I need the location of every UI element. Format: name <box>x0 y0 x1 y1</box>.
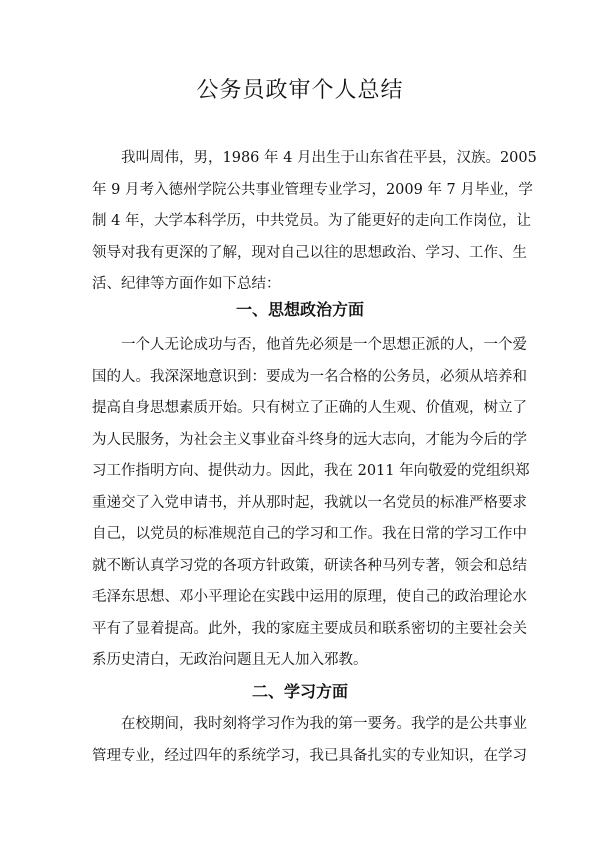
text-line: 管理专业，经过四年的系统学习，我已具备扎实的专业知识，在学习 <box>92 747 527 764</box>
text-line: 制 4 年，大学本科学历，中共党员。为了能更好的走向工作岗位，让 <box>92 213 531 229</box>
section-heading-study: 二、学习方面 <box>251 682 348 701</box>
text-line: 年 9 月考入德州学院公共事业管理专业学习，2009 年 7 月毕业，学 <box>92 181 533 198</box>
section-paragraph-study <box>92 709 527 772</box>
text-line: 国的人。我深深地意识到：要成为一名合格的公务员，必须从培养和 <box>92 368 527 385</box>
text-line: 系历史清白，无政治问题且无人加入邪教。 <box>92 652 368 668</box>
text-line: 我叫周伟，男，1986 年 4 月出生于山东省茌平县，汉族。2005 <box>121 150 537 166</box>
text-line: 活、纪律等方面作如下总结： <box>92 276 281 292</box>
text-line: 为人民服务，为社会主义事业奋斗终身的远大志向，才能为今后的学 <box>92 431 527 448</box>
text-line: 就不断认真学习党的各项方针政策，研读各种马列专著，领会和总结 <box>92 557 527 574</box>
text-line: 重递交了入党申请书，并从那时起，我就以一名党员的标准严格要求 <box>92 494 527 511</box>
text-line: 平有了显着提高。此外，我的家庭主要成员和联系密切的主要社会关 <box>92 620 527 637</box>
section-paragraph-political <box>92 330 530 677</box>
text-line: 领导对我有更深的了解，现对自己以往的思想政治、学习、工作、生 <box>92 244 527 261</box>
text-line: 一个人无论成功与否，他首先必须是一个思想正派的人，一个爱 <box>121 337 527 353</box>
intro-paragraph <box>92 143 537 301</box>
text-line: 在校期间，我时刻将学习作为我的第一要务。我学的是公共事业 <box>121 716 527 732</box>
text-line: 自己，以党员的标准规范自己的学习和工作。我在日常的学习工作中 <box>92 526 527 542</box>
section-heading-political: 一、思想政治方面 <box>235 300 364 319</box>
text-line: 毛泽东思想、邓小平理论在实践中运用的原理，使自己的政治理论水 <box>92 589 527 605</box>
document-title: 公务员政审个人总结 <box>196 78 404 103</box>
text-line: 习工作指明方向、提供动力。因此，我在 2011 年向敬爱的党组织郑 <box>92 463 530 479</box>
text-line: 提高自身思想素质开始。只有树立了正确的人生观、价值观，树立了 <box>92 400 527 416</box>
